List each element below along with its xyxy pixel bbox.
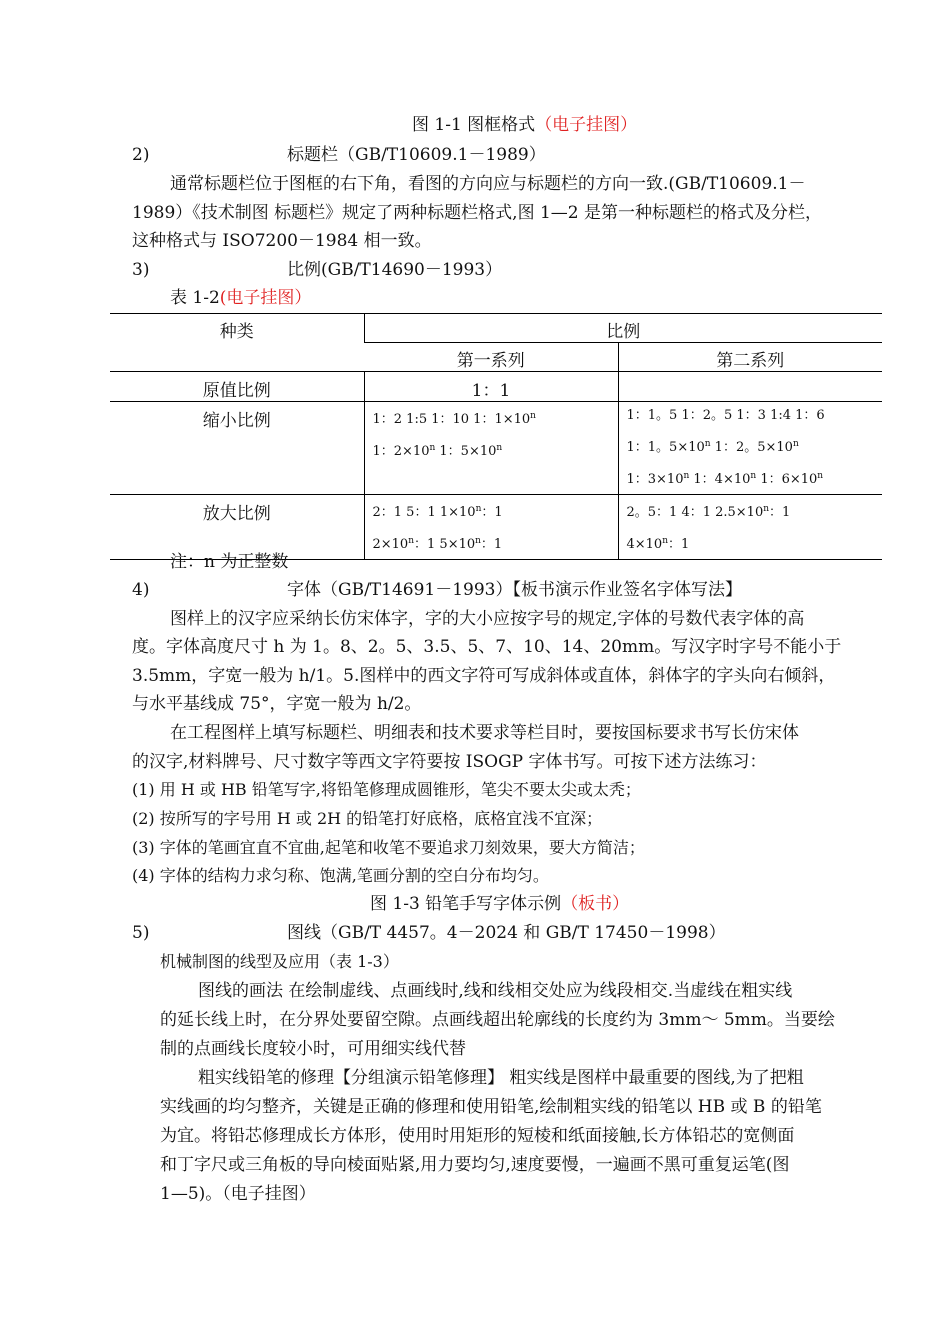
subsection-title: 机械制图的线型及应用（表 1-3） <box>160 952 399 971</box>
ratio-line: 1：1。5 1：2。5 1：3 1:4 1：6 <box>626 408 825 423</box>
paragraph-line: 3.5mm，字宽一般为 h/1。5.图样中的西文字符可写成斜体或直体，斜体字的字头向右倾斜， <box>132 666 836 686</box>
cell-enlargement-s1 <box>364 495 618 560</box>
section-number: 4) <box>132 580 150 600</box>
paragraph-line: 图样上的汉字应采纳长仿宋体字，字的大小应按字号的规定,字体的号数代表字体的高 <box>170 609 805 629</box>
paragraph-line: 图线的画法 在绘制虚线、点画线时,线和线相交处应为线段相交.当虚线在粗实线 <box>198 981 793 1001</box>
row-kind-original: 原值比例 <box>110 372 364 402</box>
section-number: 3) <box>132 260 150 280</box>
cell-reduction-s1 <box>364 402 618 495</box>
paragraph-line: 度。字体高度尺寸 h 为 1。8、2。5、3.5、5、7、10、14、20mm。写汉字时字号不能小于 <box>132 637 842 657</box>
ratio-line: 1：2 1:5 1：10 1：$1\times 10^n$ <box>372 411 536 427</box>
paragraph-line: 1989）《技术制图 标题栏》规定了两种标题栏格式,图 1—2 是第一种标题栏的格式及分栏， <box>132 203 823 223</box>
ratio-line: 2。5：1 4：1 $2.5\times 10^n$：1 <box>626 504 791 520</box>
header-kind: 种类 <box>110 314 364 372</box>
section-title: 标题栏（GB/T10609.1－1989） <box>287 145 546 165</box>
ratio-line: 1：1。$5\times 10^n$ 1：2。$5\times 10^n$ <box>626 439 799 455</box>
list-item: (4) 字体的结构力求匀称、饱满,笔画分割的空白分布均匀。 <box>132 866 549 885</box>
paragraph-line: 粗实线铅笔的修理【分组演示铅笔修理】 粗实线是图样中最重要的图线,为了把粗 <box>198 1068 804 1088</box>
header-scale: 比例 <box>364 314 882 343</box>
note-electronic-chart: (电子挂图） <box>219 288 312 308</box>
scale-table <box>110 313 882 560</box>
ratio-line: 2：1 5：1 $1\times 10^n$：1 <box>372 504 503 520</box>
paragraph-line: 1—5)。（电子挂图） <box>160 1184 316 1204</box>
figure-caption: 图 1-3 铅笔手写字体示例（板书） <box>370 894 630 914</box>
cell-reduction-s2 <box>618 402 882 495</box>
list-item: (1) 用 H 或 HB 铅笔写字,将铅笔修理成圆锥形，笔尖不要太尖或太秃； <box>132 780 641 799</box>
paragraph-line: 在工程图样上填写标题栏、明细表和技术要求等栏目时，要按国标要求书写长仿宋体 <box>170 723 799 743</box>
header-series-2: 第二系列 <box>618 343 882 372</box>
section-number: 5) <box>132 923 150 943</box>
row-kind-reduction: 缩小比例 <box>110 402 364 495</box>
paragraph-line: 制的点画线长度较小时，可用细实线代替 <box>160 1039 466 1059</box>
list-item: (3) 字体的笔画宜直不宜曲,起笔和收笔不要追求刀刻效果，要大方简洁； <box>132 838 645 857</box>
row-kind-enlargement: 放大比例 <box>110 495 364 560</box>
ratio-line: 1：$3\times 10^n$ 1：$4\times 10^n$ 1：$6\times 10^n$ <box>626 471 824 487</box>
section-title: 比例(GB/T14690－1993） <box>287 260 503 280</box>
ratio-line: $4\times 10^n$：1 <box>626 536 690 552</box>
cell-original-s1: 1：1 <box>364 372 618 402</box>
section-number: 2) <box>132 145 150 165</box>
paragraph-line: 为宜。将铅芯修理成长方体形，使用时用矩形的短棱和纸面接触,长方体铅芯的宽侧面 <box>160 1126 795 1146</box>
note-electronic-chart: （电子挂图） <box>535 115 638 135</box>
paragraph-line: 和丁字尺或三角板的导向棱面贴紧,用力要均匀,速度要慢，一遍画不黑可重复运笔(图 <box>160 1155 790 1175</box>
note-blackboard: （板书） <box>561 894 630 914</box>
table-footnote: 注：n 为正整数 <box>170 552 289 572</box>
paragraph-line: 的延长线上时，在分界处要留空隙。点画线超出轮廓线的长度约为 3mm～ 5mm。当要绘 <box>160 1010 835 1030</box>
list-item: (2) 按所写的字号用 H 或 2H 的铅笔打好底格，底格宜浅不宜深； <box>132 809 603 828</box>
paragraph-line: 的汉字,材料牌号、尺寸数字等西文字符要按 ISOGP 字体书写。可按下述方法练习： <box>132 752 767 772</box>
section-title: 图线（GB/T 4457。4－2024 和 GB/T 17450－1998） <box>287 923 726 943</box>
paragraph-line: 实线画的均匀整齐，关键是正确的修理和使用铅笔,绘制粗实线的铅笔以 HB 或 B 的铅笔 <box>160 1097 822 1117</box>
table-caption: 表 1-2(电子挂图） <box>170 288 312 308</box>
ratio-line: 1：$2\times 10^n$ 1：$5\times 10^n$ <box>372 443 503 459</box>
header-series-1: 第一系列 <box>364 343 618 372</box>
paragraph-line: 这种格式与 ISO7200－1984 相一致。 <box>132 231 432 251</box>
ratio-line: $2\times 10^n$：1 $5\times 10^n$：1 <box>372 536 503 552</box>
section-title: 字体（GB/T14691－1993）【板书演示作业签名字体写法】 <box>287 580 742 600</box>
cell-original-s2 <box>618 372 882 402</box>
paragraph-line: 通常标题栏位于图框的右下角，看图的方向应与标题栏的方向一致.(GB/T10609.1－ <box>170 174 806 194</box>
cell-enlargement-s2 <box>618 495 882 560</box>
paragraph-line: 与水平基线成 75°，字宽一般为 h/2。 <box>132 694 422 714</box>
figure-caption: 图 1-1 图框格式（电子挂图） <box>412 115 638 135</box>
